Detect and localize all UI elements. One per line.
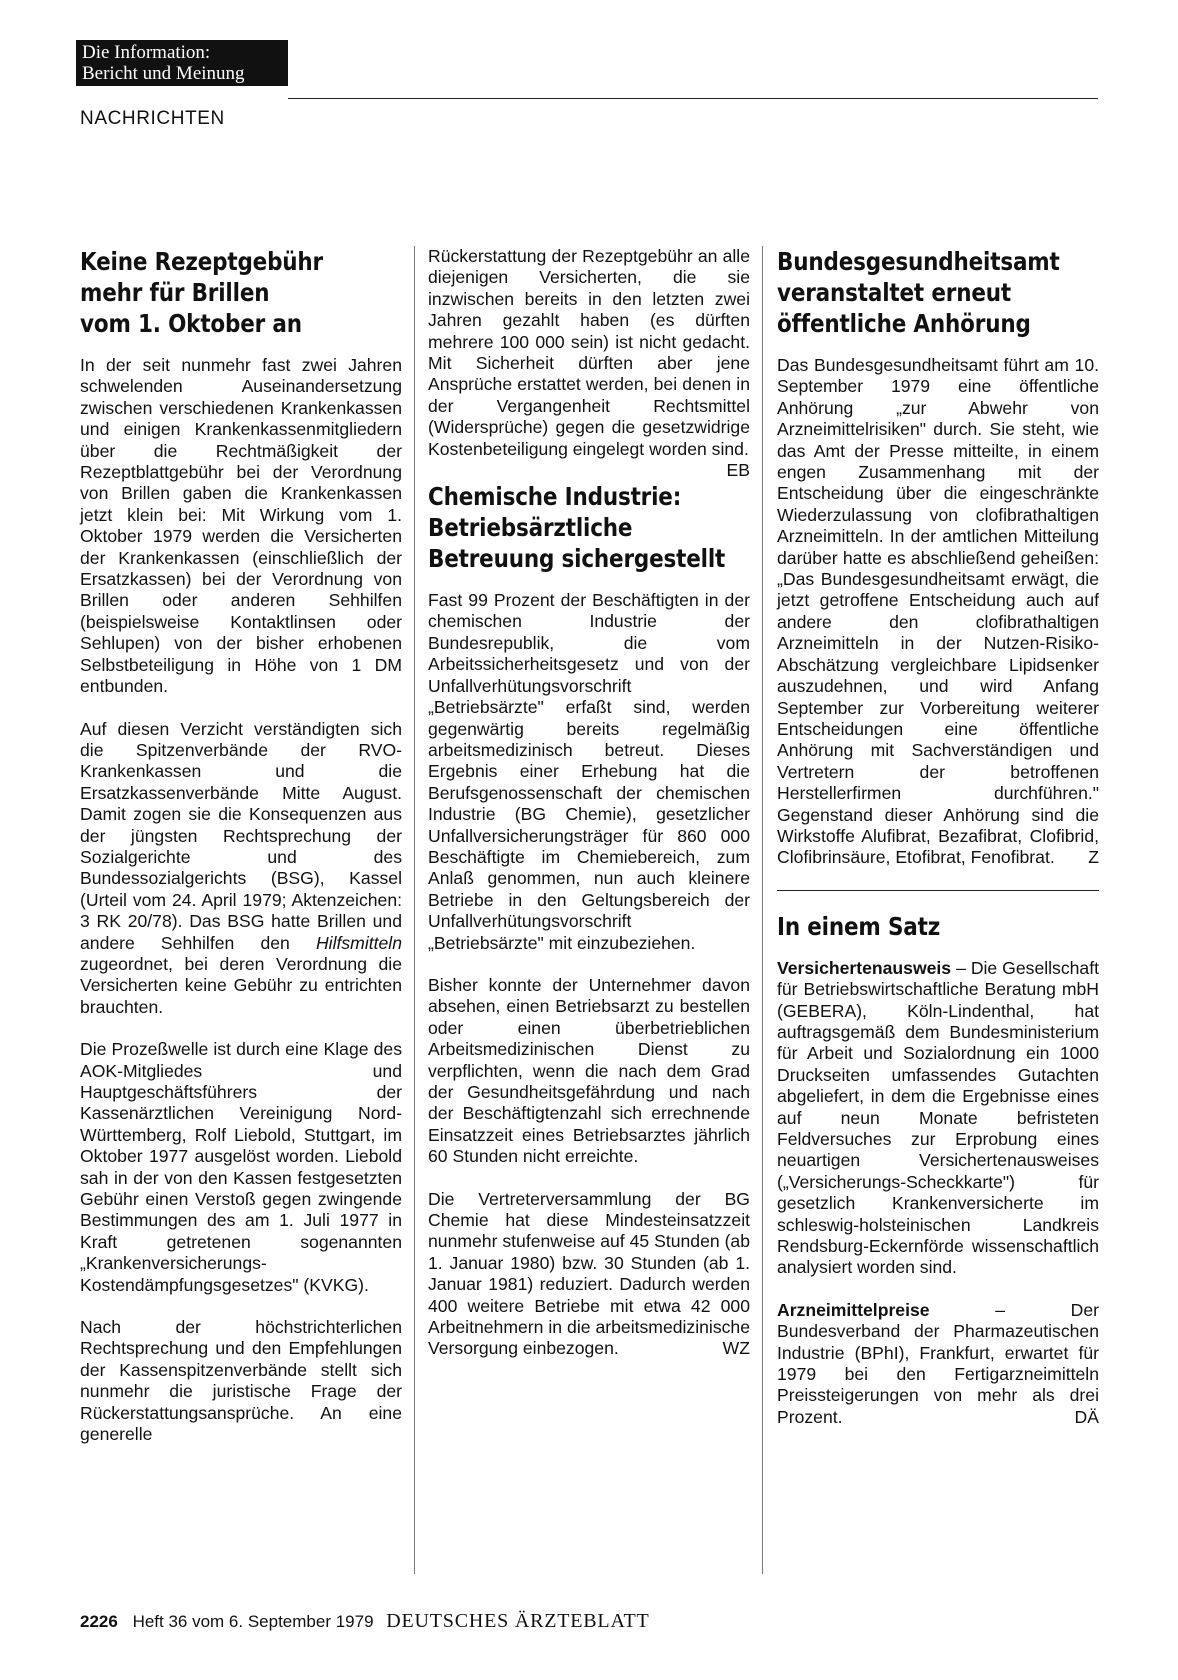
headline-line: Betreuung sichergestellt — [428, 544, 726, 574]
article-paragraph — [80, 719, 402, 1019]
magazine-name: DEUTSCHES ÄRZTEBLATT — [386, 1610, 650, 1632]
column-1 — [80, 246, 402, 1467]
news-item-text: – Der Bundesverband der Pharmazeutischen Industrie (BPhI), Frankfurt, erwartet für 1979 bei den Fertigarzneimitteln Preissteigerungen von mehr als drei Prozent. — [777, 1299, 1099, 1427]
article-paragraph: Fast 99 Prozent der Beschäftigten in der chemischen Industrie der Bundesrepublik, die vom Arbeitssicherheitsgesetz und von der Unfallverhütungsvorschrift „Betriebsärzte" erfaßt sind, werden gegenwärtig bereits regelmäßig arbeitsmedizinisch betreut. Dieses Ergebnis einer Erhebung hat die Berufsgenossenschaft der chemischen Industrie (BG Chemie), gesetzlicher Unfallversicherungsträger für 860 000 Beschäftigte im Chemiebereich, zum Anlaß genommen, nun auch kleinere Betriebe in den Geltungsbereich der Unfallverhütungsvorschrift „Betriebsärzte" mit einzubeziehen. — [428, 590, 750, 953]
column-divider — [414, 246, 415, 1574]
news-item — [777, 958, 1099, 1279]
paragraph-text: Rückerstattung der Rezeptgebühr an alle diejenigen Versicherten, die sie inzwischen bereits in den letzten zwei Jahren gezahlt haben (es dürften mehrere 100 000 sein) ist nicht gedacht. Mit Sicherheit dürften aber jene Ansprüche erstattet werden, bei denen in der Vergangenheit Rechtsmittel (Widersprüche) gegen die gesetzwidrige Kostenbeteiligung eingelegt worden sind. — [428, 246, 750, 459]
author-signature: DÄ — [1074, 1406, 1099, 1427]
rubric-line-2: Bericht und Meinung — [82, 63, 245, 84]
article-headline — [428, 481, 749, 574]
headline-line: öffentliche Anhörung — [777, 309, 1031, 338]
article-headline — [777, 246, 1098, 339]
rubric-box — [76, 40, 288, 86]
author-signature: WZ — [722, 1338, 750, 1359]
article-paragraph: Nach der höchstrichterlichen Rechtsprechung und den Empfehlungen der Kassenspitzenverbände stellt sich nunmehr die juristische Frage der Rückerstattungsansprüche. An eine generelle — [80, 1317, 402, 1445]
headline-line: Betriebsärztliche — [428, 513, 633, 543]
article-paragraph: Bisher konnte der Unternehmer davon absehen, einen Betriebsarzt zu bestellen oder einen überbetrieblichen Arbeitsmedizinischen Dienst zu verpflichten, wenn die nach dem Grad der Gesundheitsgefährdung und nach der Beschäftigtenzahl sich errechnende Einsatzzeit eines Betriebsarztes jährlich 60 Stunden nicht erreichte. — [428, 974, 750, 1167]
news-item — [777, 1300, 1099, 1428]
headline-line: vom 1. Oktober an — [80, 309, 302, 338]
paragraph-text: Das Bundesgesundheitsamt führt am 10. September 1979 eine öffentliche Anhörung „zur Abwehr von Arzneimittelrisiken" durch. Sie steht, wie das Amt der Presse mitteilte, in einem engen Zusammenhang mit der Entscheidung über die eingeschränkte Wiederzulassung von clofibrathaltigen Arzneimitteln. In der amtlichen Mitteilung darüber hatte es abschließend geheißen: „Das Bundesgesundheitsamt erwägt, die jetzt getroffene Entscheidung auch auf andere den clofibrathaltigen Arzneimitteln in der Nutzen-Risiko-Abschätzung vergleichbare Lipidsenker auszudehnen, und wird Anfang September zur Vorbereitung weiterer Entscheidungen eine öffentliche Anhörung mit Sachverständigen und Vertretern der betroffenen Herstellerfirmen durchführen." Gegenstand dieser Anhörung sind die Wirkstoffe Alufibrat, Bezafibrat, Clofibrid, Clofibrinsäure, Etofibrat, Fenofibrat. — [777, 355, 1099, 868]
rubric-line-1: Die Information: — [82, 42, 211, 63]
column-divider — [762, 246, 763, 1574]
headline-line: Bundesgesundheitsamt — [777, 247, 1060, 276]
header-rule — [288, 98, 1098, 99]
article-headline: In einem Satz — [777, 911, 941, 941]
section-label: NACHRICHTEN — [80, 108, 225, 129]
author-signature: Z — [1088, 847, 1099, 868]
article-paragraph: Die Prozeßwelle ist durch eine Klage des AOK-Mitgliedes und Hauptgeschäftsführers der Kassenärztlichen Vereinigung Nord-Württemberg, Rolf Liebold, Stuttgart, im Oktober 1977 ausgelöst worden. Liebold sah in der von den Kassen festgesetzten Gebühr einen Verstoß gegen zwingende Bestimmungen des am 1. Juli 1977 in Kraft getretenen sogenannten „Krankenversicherungs-Kostendämpfungsgesetzes" (KVKG). — [80, 1039, 402, 1295]
news-item-lead: Arzneimittelpreise — [777, 1299, 930, 1320]
news-item-text: – Die Gesellschaft für Betriebswirtschaftliche Beratung mbH (GEBERA), Köln-Lindenthal, hat auftragsgemäß dem Bundesministerium für Arbeit und Sozialordnung ein 1000 Druckseiten umfassendes Gutachten abgeliefert, in dem die Ergebnisse eines auf neun Monate befristeten Feldversuches zur Erprobung eines neuartigen Versichertenausweises („Versicherungs-Scheckkarte") für gesetzlich Krankenversicherte im schleswig-holsteinischen Landkreis Rendsburg-Eckernförde wissenschaftlich analysiert worden sind. — [777, 957, 1099, 1278]
headline-line: veranstaltet erneut — [777, 278, 1011, 307]
page-number: 2226 — [80, 1612, 118, 1631]
page-footer — [80, 1610, 650, 1633]
section-rule — [777, 890, 1099, 891]
paragraph-text: zugeordnet, bei deren Verordnung die Versicherten keine Gebühr zu entrichten brauchten. — [80, 953, 402, 1017]
paragraph-text: Auf diesen Verzicht verständigten sich die Spitzenverbände der RVO-Krankenkassen und die Ersatzkassenverbände Mitte August. Damit zogen sie die Konsequenzen aus der jüngsten Rechtsprechung der Sozialgerichte und des Bundessozialgerichts (BSG), Kassel (Urteil vom 24. April 1979; Aktenzeichen: 3 RK 20/78). Das BSG hatte Brillen und andere Sehhilfen den — [80, 718, 402, 953]
article-paragraph — [428, 1189, 750, 1360]
italic-term: Hilfsmitteln — [315, 932, 402, 953]
author-signature: EB — [726, 460, 750, 481]
paragraph-text: Die Vertreterversammlung der BG Chemie hat diese Mindesteinsatzzeit nunmehr stufenweise auf 45 Stunden (ab 1. Januar 1980) bzw. 30 Stunden (ab 1. Januar 1981) reduziert. Dadurch werden 400 weitere Betriebe mit etwa 42 000 Arbeitnehmern in die arbeitsmedizinische Versorgung einbezogen. — [428, 1188, 750, 1359]
headline-line: Keine Rezeptgebühr — [80, 247, 323, 276]
column-3 — [777, 246, 1099, 1449]
issue-info: Heft 36 vom 6. September 1979 — [132, 1612, 374, 1631]
article-paragraph — [428, 246, 750, 481]
article-paragraph — [777, 355, 1099, 869]
news-item-lead: Versichertenausweis — [777, 957, 952, 978]
column-2 — [428, 246, 750, 1381]
article-headline — [80, 246, 401, 339]
headline-line: Chemische Industrie: — [428, 482, 682, 512]
headline-line: mehr für Brillen — [80, 278, 270, 307]
article-paragraph: In der seit nunmehr fast zwei Jahren schwelenden Auseinandersetzung zwischen verschiedenen Krankenkassen und einigen Krankenkassenmitgliedern über die Rechtmäßigkeit der Rezeptblattgebühr bei der Verordnung von Brillen gaben die Krankenkassen jetzt klein bei: Mit Wirkung vom 1. Oktober 1979 werden die Versicherten der Krankenkassen (einschließlich der Ersatzkassen) bei der Verordnung von Brillen oder anderen Sehhilfen (beispielsweise Kontaktlinsen oder Sehlupen) von der bisher erhobenen Selbstbeteiligung in Höhe von 1 DM entbunden. — [80, 355, 402, 697]
